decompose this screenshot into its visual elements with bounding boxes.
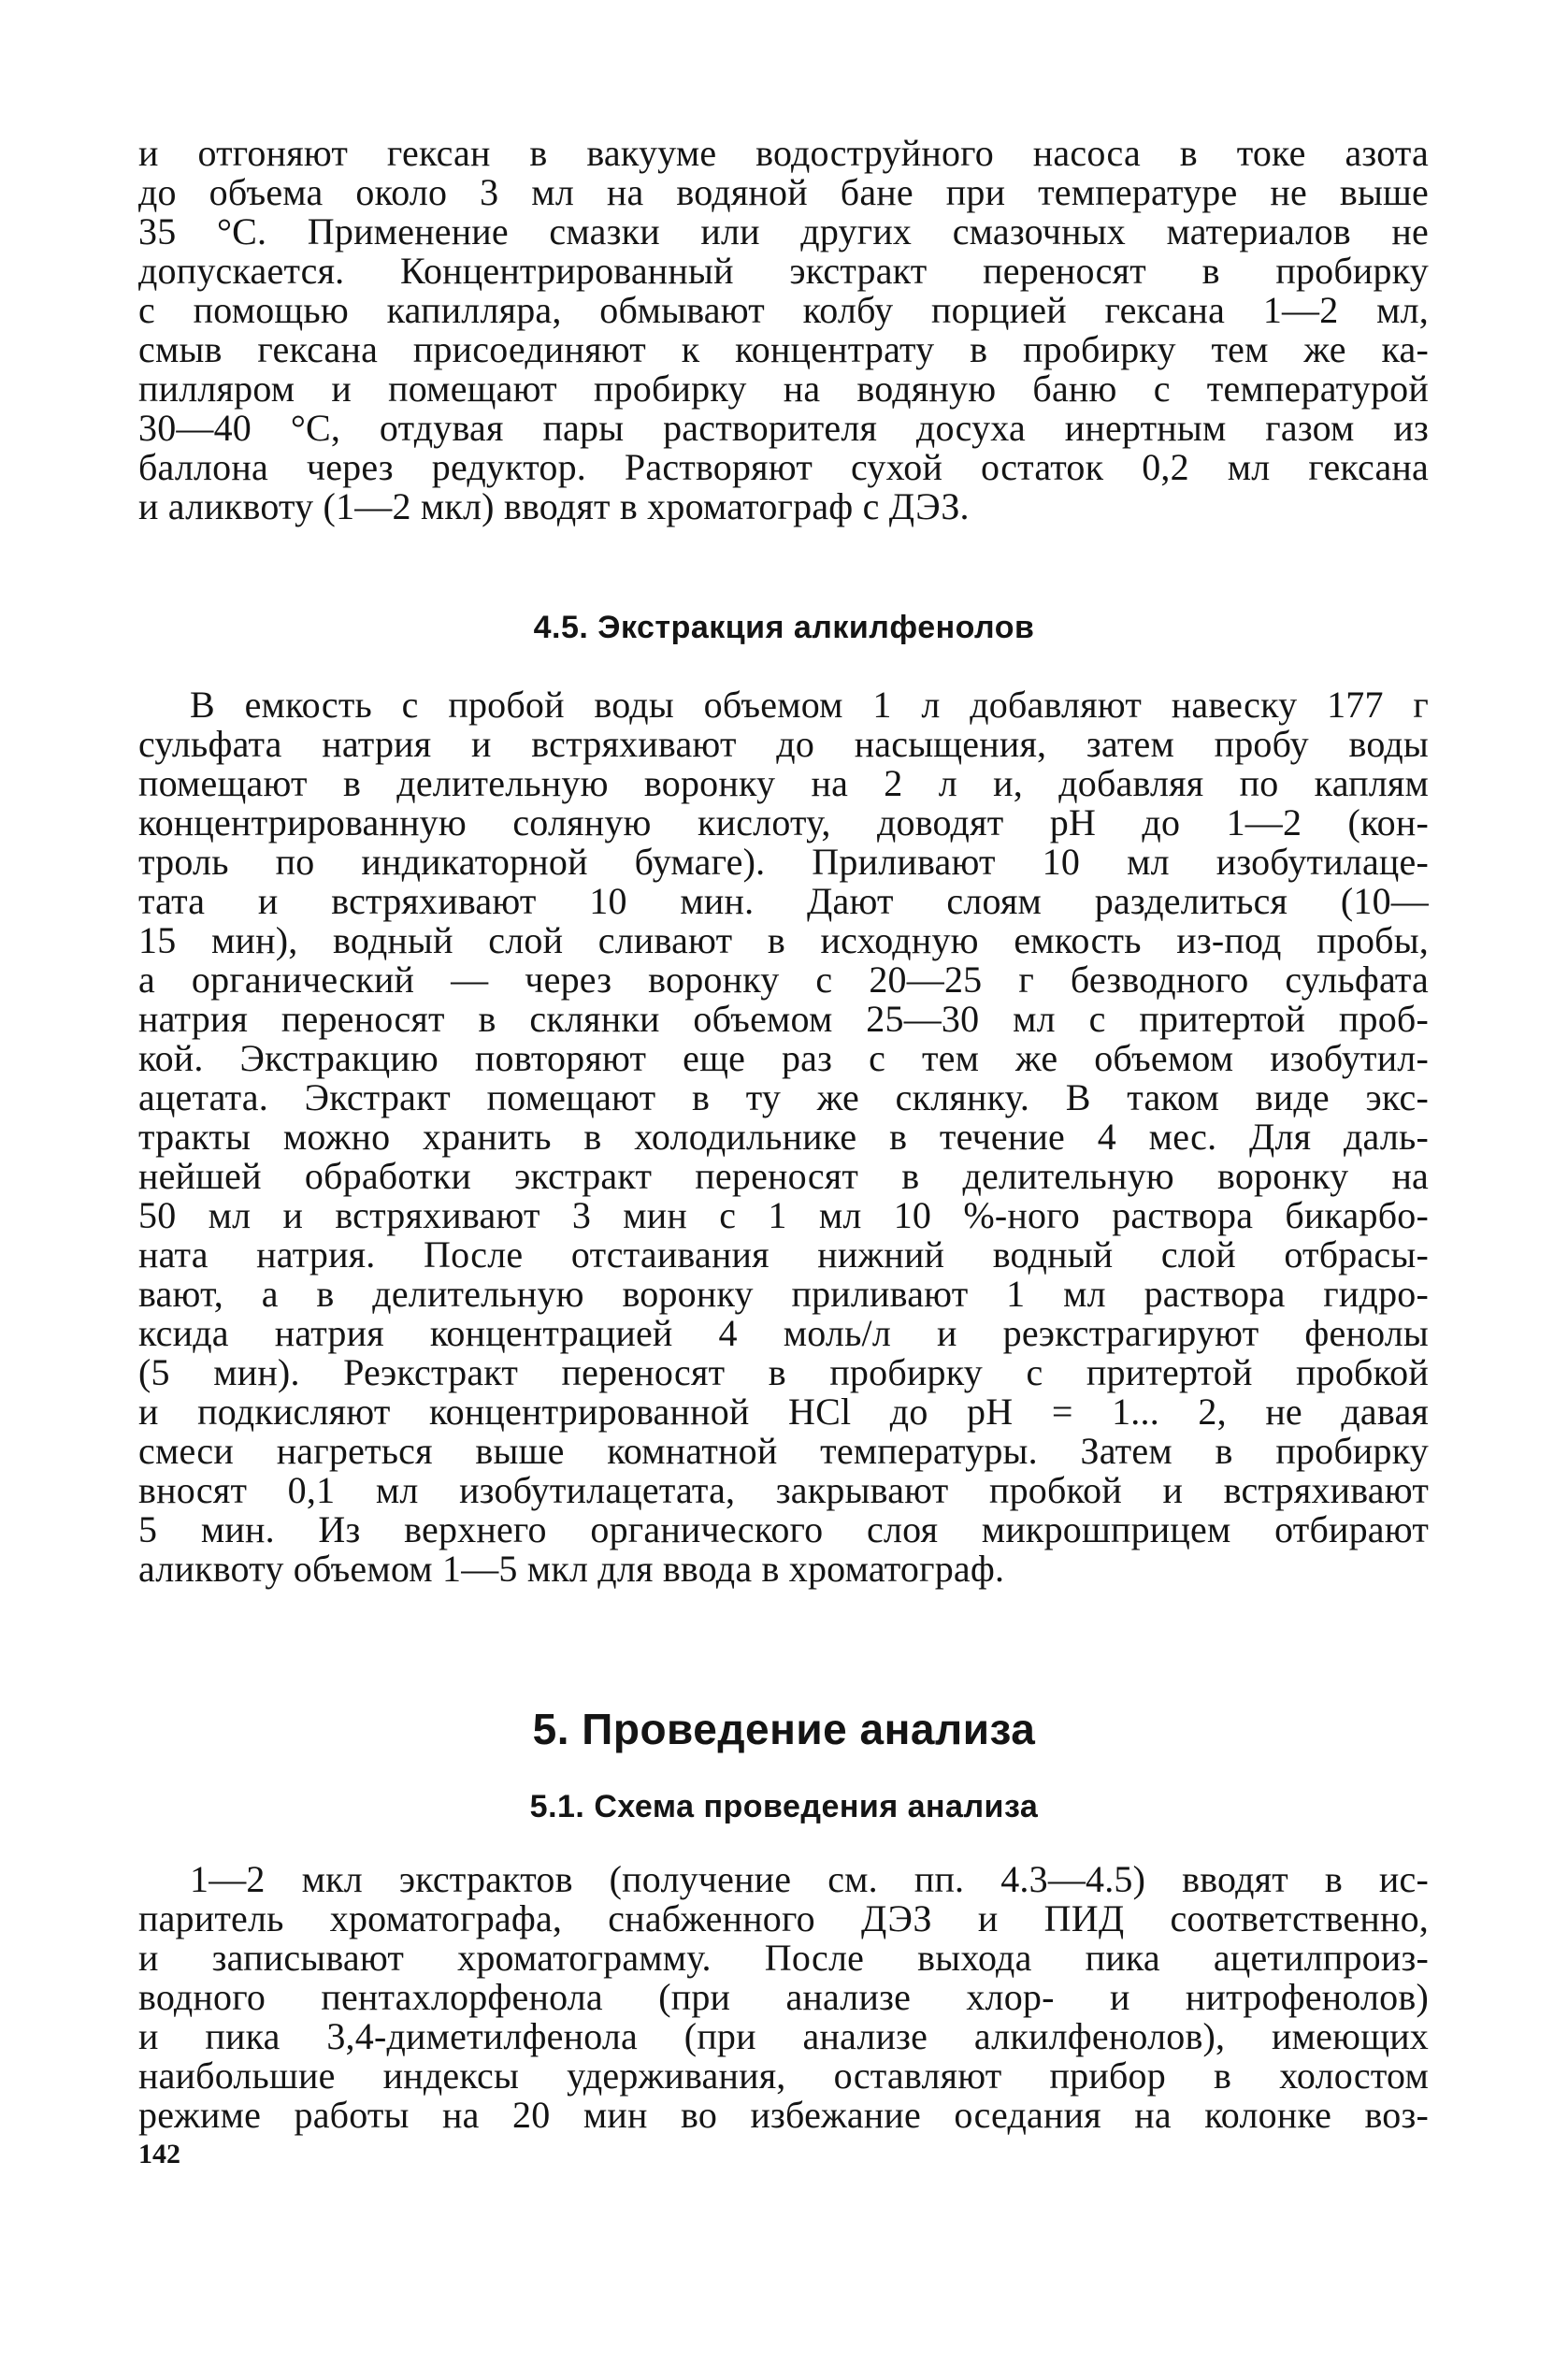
- text-line: пилляром и помещают пробирку на водяную баню с температурой: [138, 368, 1429, 410]
- text-line: (5 мин). Реэкстракт переносят в пробирку с притертой пробкой: [138, 1351, 1429, 1393]
- text-line: вают, а в делительную воронку приливают 1 мл раствора гидро-: [138, 1273, 1429, 1315]
- text-line: и пика 3,4-диметилфенола (при анализе алкилфенолов), имеющих: [138, 2015, 1429, 2057]
- text-line: смыв гексана присоединяют к концентрату в пробирку тем же ка-: [138, 328, 1429, 370]
- text-line: ната натрия. После отстаивания нижний водный слой отбрасы-: [138, 1233, 1429, 1276]
- text-line: и отгоняют гексан в вакууме водоструйного насоса в токе азота: [138, 132, 1429, 174]
- text-line: ксида натрия концентрацией 4 моль/л и реэкстрагируют фенолы: [138, 1312, 1429, 1354]
- text-line: до объема около 3 мл на водяной бане при температуре не выше: [138, 171, 1429, 213]
- text-line: наибольшие индексы удерживания, оставляют прибор в холостом: [138, 2054, 1429, 2097]
- text-line: режиме работы на 20 мин во избежание оседания на колонке воз-: [138, 2094, 1429, 2136]
- text-line: паритель хроматографа, снабженного ДЭЗ и ПИД соответственно,: [138, 1897, 1429, 1939]
- text-line: В емкость с пробой воды объемом 1 л добавляют навеску 177 г: [190, 684, 1429, 726]
- text-line: 5 мин. Из верхнего органического слоя микрошприцем отбирают: [138, 1508, 1429, 1550]
- text-line: аликвоту объемом 1—5 мкл для ввода в хроматограф.: [138, 1548, 1005, 1590]
- section-5-1-heading: 5.1. Схема проведения анализа: [529, 1789, 1039, 1824]
- section-4-5-heading: 4.5. Экстракция алкилфенолов: [533, 610, 1035, 645]
- text-line: 1—2 мкл экстрактов (получение см. пп. 4.3—4.5) вводят в ис-: [190, 1858, 1429, 1900]
- text-line: натрия переносят в склянки объемом 25—30 мл с притертой проб-: [138, 998, 1429, 1040]
- text-line: водного пентахлорфенола (при анализе хлор- и нитрофенолов): [138, 1976, 1429, 2018]
- text-line: а органический — через воронку с 20—25 г безводного сульфата: [138, 959, 1429, 1001]
- text-line: ацетата. Экстракт помещают в ту же склянку. В таком виде экс-: [138, 1076, 1429, 1118]
- text-line: с помощью капилляра, обмывают колбу порцией гексана 1—2 мл,: [138, 289, 1429, 331]
- text-line: вносят 0,1 мл изобутилацетата, закрывают пробкой и встряхивают: [138, 1469, 1429, 1511]
- text-line: нейшей обработки экстракт переносят в делительную воронку на: [138, 1155, 1429, 1197]
- section-4-5-paragraph: [138, 685, 1429, 1589]
- section-5-heading: 5. Проведение анализа: [532, 1705, 1036, 1753]
- text-line: и аликвоту (1—2 мкл) вводят в хроматограф с ДЭЗ.: [138, 485, 970, 527]
- text-line: 50 мл и встряхивают 3 мин с 1 мл 10 %-ного раствора бикарбо-: [138, 1194, 1429, 1236]
- text-line: смеси нагреться выше комнатной температуры. Затем в пробирку: [138, 1430, 1429, 1472]
- text-line: 35 °С. Применение смазки или других смазочных материалов не: [138, 210, 1429, 252]
- text-line: и подкисляют концентрированной HCl до рН = 1... 2, не давая: [138, 1391, 1429, 1433]
- intro-paragraph: [138, 134, 1429, 526]
- text-line: 15 мин), водный слой сливают в исходную емкость из-под пробы,: [138, 919, 1429, 961]
- page-number: 142: [138, 2139, 180, 2169]
- section-5-1-paragraph: [138, 1860, 1429, 2135]
- text-line: баллона через редуктор. Растворяют сухой остаток 0,2 мл гексана: [138, 446, 1429, 488]
- text-line: допускается. Концентрированный экстракт переносят в пробирку: [138, 250, 1429, 292]
- text-line: тата и встряхивают 10 мин. Дают слоям разделиться (10—: [138, 880, 1429, 922]
- text-line: концентрированную соляную кислоту, доводят рН до 1—2 (кон-: [138, 801, 1429, 843]
- text-line: 30—40 °С, отдувая пары растворителя досуха инертным газом из: [138, 407, 1429, 449]
- text-line: сульфата натрия и встряхивают до насыщения, затем пробу воды: [138, 723, 1429, 765]
- text-line: троль по индикаторной бумаге). Приливают 10 мл изобутилаце-: [138, 841, 1429, 883]
- text-line: кой. Экстракцию повторяют еще раз с тем же объемом изобутил-: [138, 1037, 1429, 1079]
- text-line: тракты можно хранить в холодильнике в течение 4 мес. Для даль-: [138, 1116, 1429, 1158]
- text-line: и записывают хроматограмму. После выхода пика ацетилпроиз-: [138, 1937, 1429, 1979]
- text-line: помещают в делительную воронку на 2 л и, добавляя по каплям: [138, 762, 1429, 804]
